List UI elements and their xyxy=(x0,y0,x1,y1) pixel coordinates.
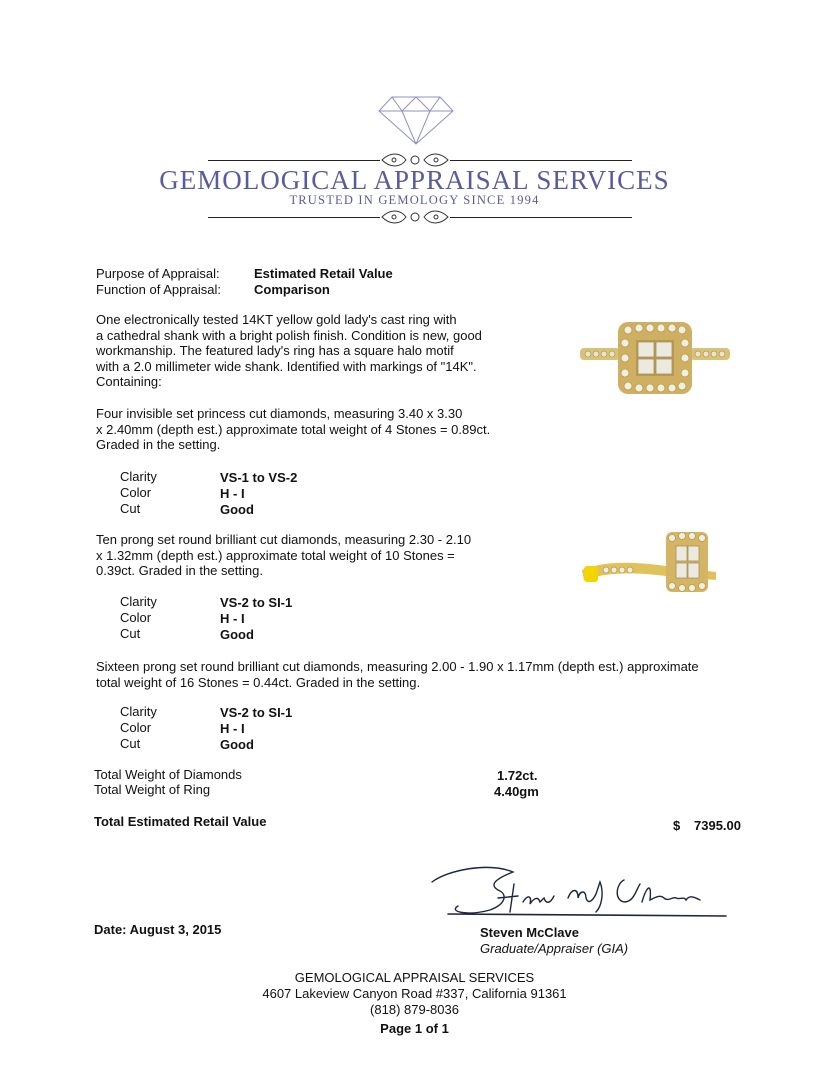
purpose-value: Estimated Retail Value xyxy=(254,266,393,281)
purpose-label: Purpose of Appraisal: xyxy=(96,266,220,281)
function-label: Function of Appraisal: xyxy=(96,282,222,297)
grade-value: Good xyxy=(220,627,254,642)
stone-group-line: Sixteen prong set round brilliant cut diamonds, measuring 2.00 - 1.90 x 1.17mm (depth est.) approximate xyxy=(96,659,699,674)
stone-group-line: x 2.40mm (depth est.) approximate total weight of 4 Stones = 0.89ct. xyxy=(96,421,491,437)
description-line: One electronically tested 14KT yellow gold lady's cast ring with xyxy=(96,312,457,327)
total-retail-value: 7395.00 xyxy=(694,818,741,833)
company-logo-title: GEMOLOGICAL APPRAISAL SERVICES xyxy=(159,165,670,195)
grade-label: Cut xyxy=(120,736,141,751)
total-diamonds-label: Total Weight of Diamonds xyxy=(94,767,242,782)
grade-value: Good xyxy=(220,737,254,752)
description-line: workmanship. The featured lady's ring has a square halo motif xyxy=(96,343,454,358)
footer-company: GEMOLOGICAL APPRAISAL SERVICES xyxy=(294,970,535,985)
stone-group-2-description xyxy=(96,532,471,579)
grade-label: Clarity xyxy=(120,704,157,719)
grade-value: H - I xyxy=(220,611,245,626)
stone-group-line: Graded in the setting. xyxy=(96,437,221,452)
stone-group-line: x 1.32mm (depth est.) approximate total weight of 10 Stones = xyxy=(96,547,455,563)
stone-group-line: Four invisible set princess cut diamonds, measuring 3.40 x 3.30 xyxy=(96,406,463,421)
grade-label: Cut xyxy=(120,626,141,641)
description-line: with a 2.0 millimeter wide shank. Identified with markings of "14K". xyxy=(96,358,477,374)
appraiser-name: Steven McClave xyxy=(480,925,579,940)
footer-phone: (818) 879-8036 xyxy=(370,1002,459,1017)
description-line: a cathedral shank with a bright polish finish. Condition is new, good xyxy=(96,327,482,343)
total-retail-label: Total Estimated Retail Value xyxy=(94,814,267,829)
currency-symbol: $ xyxy=(673,818,681,833)
appraisal-date: Date: August 3, 2015 xyxy=(94,922,222,937)
grade-label: Color xyxy=(120,610,152,625)
signature-image xyxy=(428,858,728,922)
diamond-icon xyxy=(378,95,454,145)
header-rule-top-right xyxy=(450,160,632,161)
ring-side-view-image xyxy=(576,522,726,602)
grade-label: Clarity xyxy=(120,594,157,609)
description-line: Containing: xyxy=(96,374,162,389)
header-rule-bottom-left xyxy=(208,217,380,218)
page-number: Page 1 of 1 xyxy=(380,1021,449,1036)
grade-value: Good xyxy=(220,502,254,517)
stone-group-3-description xyxy=(96,659,699,690)
header-rule-top-left xyxy=(208,160,380,161)
grade-label: Color xyxy=(120,720,152,735)
stone-group-line: total weight of 16 Stones = 0.44ct. Graded in the setting. xyxy=(96,674,421,690)
total-diamonds-value: 1.72ct. xyxy=(497,768,538,783)
stone-group-1-description xyxy=(96,406,490,453)
total-ring-label: Total Weight of Ring xyxy=(94,782,211,797)
footer-address: 4607 Lakeview Canyon Road #337, California 91361 xyxy=(262,986,567,1001)
grade-value: VS-2 to SI-1 xyxy=(220,705,293,720)
function-value: Comparison xyxy=(254,282,330,297)
grade-value: VS-1 to VS-2 xyxy=(220,470,298,485)
grade-value: VS-2 to SI-1 xyxy=(220,595,293,610)
grade-label: Color xyxy=(120,485,152,500)
company-tagline: TRUSTED IN GEMOLOGY SINCE 1994 xyxy=(289,193,540,207)
ring-top-view-image xyxy=(580,318,730,398)
appraiser-title: Graduate/Appraiser (GIA) xyxy=(480,941,629,956)
ornament-bottom-icon xyxy=(380,207,450,227)
grade-value: H - I xyxy=(220,486,245,501)
total-ring-value: 4.40gm xyxy=(494,784,539,799)
item-description xyxy=(96,312,482,390)
grade-label: Clarity xyxy=(120,469,157,484)
stone-group-line: 0.39ct. Graded in the setting. xyxy=(96,563,263,578)
stone-group-line: Ten prong set round brilliant cut diamonds, measuring 2.30 - 2.10 xyxy=(96,532,472,547)
grade-value: H - I xyxy=(220,721,245,736)
grade-label: Cut xyxy=(120,501,141,516)
header-rule-bottom-right xyxy=(450,217,632,218)
